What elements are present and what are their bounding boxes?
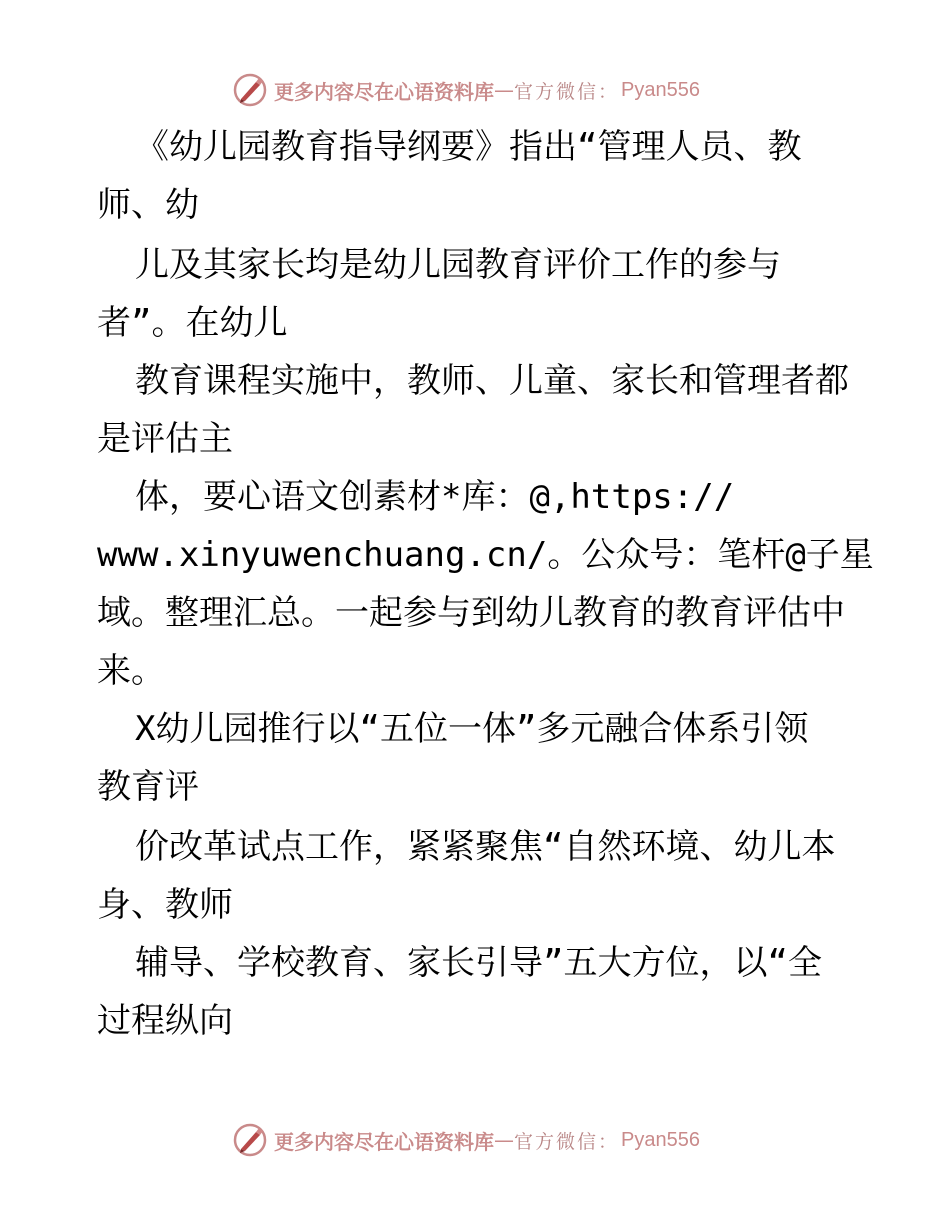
body-line: 是评估主 <box>97 419 233 459</box>
brush-pen-logo-icon <box>232 1122 268 1158</box>
body-line: X幼儿园推行以“五位一体”多元融合体系引领 <box>135 709 809 749</box>
body-line: 来。 <box>97 651 165 691</box>
body-line: 师、幼 <box>97 185 199 225</box>
watermark-wechat-id: Pyan556 <box>621 78 700 101</box>
body-line: www.xinyuwenchuang.cn/。公众号：笔杆@子星 <box>97 535 874 575</box>
watermark-official-label: 官方微信： <box>514 1130 620 1153</box>
watermark-separator: — <box>494 1128 514 1152</box>
footer-watermark <box>232 1120 700 1160</box>
watermark-separator: — <box>494 78 514 102</box>
body-line: 者”。在幼儿 <box>97 303 288 343</box>
brush-pen-logo-icon <box>232 72 268 108</box>
body-line: 《幼儿园教育指导纲要》指出“管理人员、教 <box>135 127 802 167</box>
body-line: 辅导、学校教育、家长引导”五大方位，以“全 <box>135 943 822 983</box>
header-watermark <box>232 70 700 110</box>
body-line: 价改革试点工作，紧紧聚焦“自然环境、幼儿本 <box>135 827 836 867</box>
watermark-official-label: 官方微信： <box>514 80 620 103</box>
body-line: 过程纵向 <box>97 1001 233 1041</box>
body-line: 域。整理汇总。一起参与到幼儿教育的教育评估中 <box>97 593 845 633</box>
watermark-main-text: 更多内容尽在心语资料库 <box>274 1129 494 1154</box>
watermark-wechat-id: Pyan556 <box>621 1128 700 1151</box>
body-line: 儿及其家长均是幼儿园教育评价工作的参与 <box>135 245 781 285</box>
body-line: 教育评 <box>97 767 199 807</box>
watermark-main-text: 更多内容尽在心语资料库 <box>274 79 494 104</box>
body-line: 身、教师 <box>97 885 233 925</box>
body-line: 教育课程实施中，教师、儿童、家长和管理者都 <box>135 361 849 401</box>
body-line: 体，要心语文创素材*库：@,https:// <box>135 477 735 517</box>
